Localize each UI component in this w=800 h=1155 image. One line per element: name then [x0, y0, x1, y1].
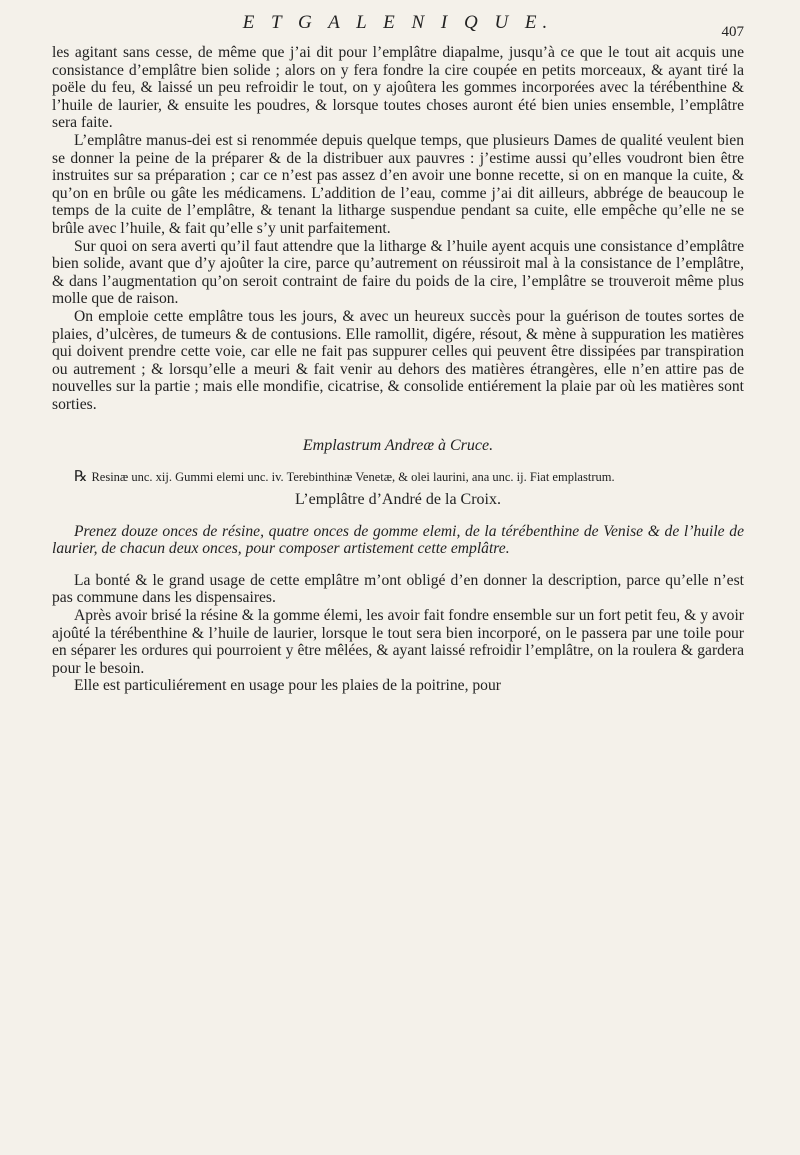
recipe-french-title: L’emplâtre d’André de la Croix. [294, 491, 501, 509]
recipe-symbol: ℞ [74, 469, 88, 486]
paragraph: les agitant sans cesse, de même que j’ai dit pour l’emplâtre diapalme, jusqu’à ce que le tout ait acquis une consistance d’emplâtre bien solide ; alors on y fera fondre la cire coupée en petits morceaux, & ayant tiré la poële du feu, & laissé un peu refroidir le tout, on y ajoûtera les gommes incorporées avec la térébenthine & l’huile de laurier, & ensuite les poudres, & lorsque toutes choses auront été bien unies ensemble, l’emplâtre sera faite. [52, 44, 744, 132]
running-head: E T G A L E N I Q U E. [242, 12, 554, 33]
paragraph: Après avoir brisé la résine & la gomme élemi, les avoir fait fondre ensemble sur un fort petit feu, & y avoir ajoûté la térébenthine & l’huile de laurier, lorsque le tout sera bien incorporé, on le passera par une toile pour en séparer les ordures qui pourroient y être mêlées, & ayant laissé refroidir l’emplâtre, on la roulera & gardera pour le besoin. [52, 607, 744, 677]
recipe-title: Emplastrum Andreæ à Cruce. [302, 437, 494, 455]
paragraph: La bonté & le grand usage de cette emplâtre m’ont obligé d’en donner la description, parce qu’elle n’est pas commune dans les dispensaires. [52, 571, 744, 607]
paragraph: Elle est particuliérement en usage pour les plaies de la poitrine, pour [74, 677, 501, 695]
recipe-latin [52, 469, 744, 485]
recipe-latin-text: Resinæ unc. xij. Gummi elemi unc. iv. Terebinthinæ Venetæ, & olei laurini, ana unc. ij. Fiat emplastrum. [91, 470, 615, 485]
recipe-french: Prenez douze onces de résine, quatre onces de gomme elemi, de la térébenthine de Venise & de l’huile de laurier, de chacun deux onces, pour composer artistement cette emplâtre. [52, 522, 744, 558]
page-number: 407 [721, 24, 744, 40]
body-text [52, 44, 744, 695]
page-header [52, 12, 744, 42]
paragraph: Sur quoi on sera averti qu’il faut attendre que la litharge & l’huile ayent acquis une consistance d’emplâtre bien solide, avant que d’y ajoûter la cire, parce qu’autrement on réussiroit mal à la consistance de l’emplâtre, & dans l’augmentation qu’on seroit contraint de faire du poids de la cire, l’emplâtre se trouveroit même plus molle que de raison. [52, 237, 744, 308]
paragraph: On emploie cette emplâtre tous les jours, & avec un heureux succès pour la guérison de toutes sortes de plaies, d’ulcères, de tumeurs & de contusions. Elle ramollit, digére, résout, & mène à suppuration les matières qui doivent prendre cette voie, car elle ne fait pas suppurer celles qui peuvent être dissipées par transpiration ou autrement ; & lorsqu’elle a meuri & fait venir au dehors des matières étrangères, elle n’en attire pas de nouvelles sur la partie ; mais elle mondifie, cicatrise, & consolide entiérement la plaie par où les matières sont sorties. [52, 307, 744, 413]
paragraph: L’emplâtre manus-dei est si renommée depuis quelque temps, que plusieurs Dames de qualité veulent bien se donner la peine de la préparer & de la distribuer aux pauvres : j’estime aussi qu’elles voudront bien être instruites sur sa préparation ; car ce n’est pas assez d’en avoir une bonne recette, si on en manque la cuite, & qu’on en brûle ou gâte les médicamens. L’addition de l’eau, comme j’ai dit ailleurs, abbrége de beaucoup le temps de la cuite de l’emplâtre, & tenant la litharge suspendue pendant sa cuite, elle empêche qu’elle ne se brûle avec l’huile, & fait qu’elle s’y unit parfaitement. [52, 131, 744, 237]
